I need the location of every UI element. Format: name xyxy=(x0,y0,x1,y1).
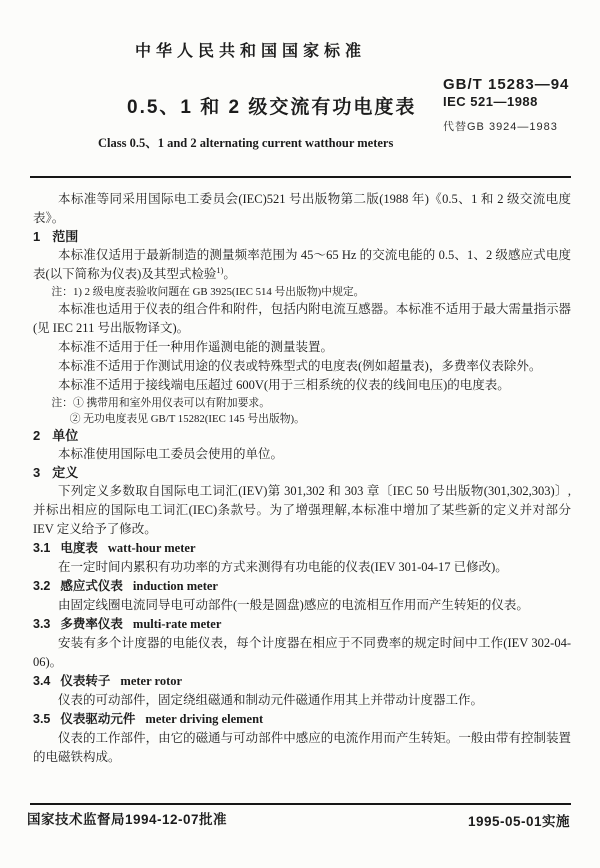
definition-number: 3.2 xyxy=(33,579,51,593)
scope-paragraph-1 xyxy=(33,246,571,284)
section-heading-units xyxy=(33,427,571,445)
scope-paragraph-1-end: 。 xyxy=(223,267,236,281)
definition-number: 3.1 xyxy=(33,541,51,555)
definition-number: 3.4 xyxy=(33,674,51,688)
definition-number: 3.5 xyxy=(33,712,51,726)
definition-term-zh: 电度表 xyxy=(60,541,98,555)
section-title: 单位 xyxy=(52,428,79,443)
definition-term-en: induction meter xyxy=(132,579,218,593)
gb-standard-number: GB/T 15283—94 xyxy=(443,76,570,93)
adoption-statement: 本标准等同采用国际电工委员会(IEC)521 号出版物第二版(1988 年)《0.5、1 和 2 级交流电度表》。 xyxy=(33,192,571,225)
definition-body: 在一定时间内累积有功功率的方式来测得有功电能的仪表(IEV 301-04-17 已修改)。 xyxy=(58,560,508,574)
definition-term-en: multi-rate meter xyxy=(132,617,222,631)
definition-term-heading xyxy=(33,672,571,691)
document-body xyxy=(33,178,571,767)
scope-paragraph-1-text: 本标准仅适用于最新制造的测量频率范围为 45～65 Hz 的交流电能的 0.5、1、2 级感应式电度表(以下简称为仪表)及其型式检验 xyxy=(33,248,571,281)
definition-term-zh: 仪表驱动元件 xyxy=(60,712,136,726)
scope-note-2-line-1: 注：① 携带用和室外用仪表可以有附加要求。 xyxy=(51,397,270,409)
iec-standard-number: IEC 521—1988 xyxy=(443,94,538,109)
section-title: 范围 xyxy=(52,229,79,244)
section-heading-definitions xyxy=(33,464,571,482)
section-title: 定义 xyxy=(52,465,79,480)
scope-paragraph-4: 本标准不适用于作测试用途的仪表或特殊型式的电度表(例如超量表)，多费率仪表除外。 xyxy=(58,359,542,373)
national-standard-label: 中华人民共和国国家标准 xyxy=(135,43,367,60)
units-paragraph: 本标准使用国际电工委员会使用的单位。 xyxy=(58,447,284,461)
definition-term-zh: 仪表转子 xyxy=(60,674,111,688)
standard-designation-block xyxy=(443,76,593,134)
scope-paragraph-5: 本标准不适用于接线端电压超过 600V(用于三相系统的仪表的线间电压)的电度表。 xyxy=(58,378,510,392)
definition-term-zh: 多费率仪表 xyxy=(60,617,123,631)
scope-paragraph-2: 本标准也适用于仪表的组合件和附件，包括内附电流互感器。本标准不适用于最大需量指示器(见 IEC 211 号出版物译文)。 xyxy=(33,302,571,335)
section-number: 2 xyxy=(33,428,41,443)
scope-paragraph-3: 本标准不适用于任一种用作遥测电能的测量装置。 xyxy=(58,340,334,354)
footnote-marker: 1) xyxy=(216,264,224,275)
replaced-standard-note: 代替GB 3924—1983 xyxy=(443,121,558,133)
definition-body: 仪表的工作部件，由它的磁通与可动部件中感应的电流作用而产生转矩。一般由带有控制装置的电磁铁构成。 xyxy=(33,731,571,764)
page-title: 0.5、1 和 2 级交流有功电度表 xyxy=(127,97,417,118)
definition-body: 安装有多个计度器的电能仪表，每个计度器在相应于不同费率的规定时间中工作(IEV 302-04-06)。 xyxy=(33,636,571,669)
page-title-english: Class 0.5、1 and 2 alternating current watthour meters xyxy=(98,136,394,150)
scope-note-2-line-2: ② 无功电度表见 GB/T 15282(IEC 145 号出版物)。 xyxy=(69,413,305,425)
definition-term-en: meter driving element xyxy=(145,712,264,726)
definition-term-en: watt-hour meter xyxy=(107,541,196,555)
approval-statement: 国家技术监督局1994-12-07批准 xyxy=(27,812,228,827)
standard-header xyxy=(0,0,600,178)
definition-term-heading xyxy=(33,577,571,596)
scope-note-1: 注：1) 2 级电度表验收问题在 GB 3925(IEC 514 号出版物)中规定。 xyxy=(51,286,365,298)
definitions-intro: 下列定义多数取自国际电工词汇(IEV)第 301,302 和 303 章〔IEC 50 号出版物(301,302,303)〕,并标出相应的国际电工词汇(IEC)条款号。为了增强理解,本标准中增加了某些新的定义并对部分 IEV 定义给予了修改。 xyxy=(33,484,571,536)
section-heading-scope xyxy=(33,228,571,246)
section-number: 3 xyxy=(33,465,41,480)
definition-body: 仪表的可动部件，固定绕组磁通和制动元件磁通作用其上并带动计度器工作。 xyxy=(58,693,484,707)
definition-term-zh: 感应式仪表 xyxy=(60,579,123,593)
definition-body: 由固定线圈电流同导电可动部件(一般是圆盘)感应的电流相互作用而产生转矩的仪表。 xyxy=(58,598,529,612)
definition-term-heading xyxy=(33,539,571,558)
definition-term-heading xyxy=(33,710,571,729)
footer-rule xyxy=(30,803,571,805)
section-number: 1 xyxy=(33,229,41,244)
definition-term-en: meter rotor xyxy=(120,674,183,688)
effective-date: 1995-05-01实施 xyxy=(467,814,570,829)
definition-term-heading xyxy=(33,615,571,634)
definition-number: 3.3 xyxy=(33,617,51,631)
